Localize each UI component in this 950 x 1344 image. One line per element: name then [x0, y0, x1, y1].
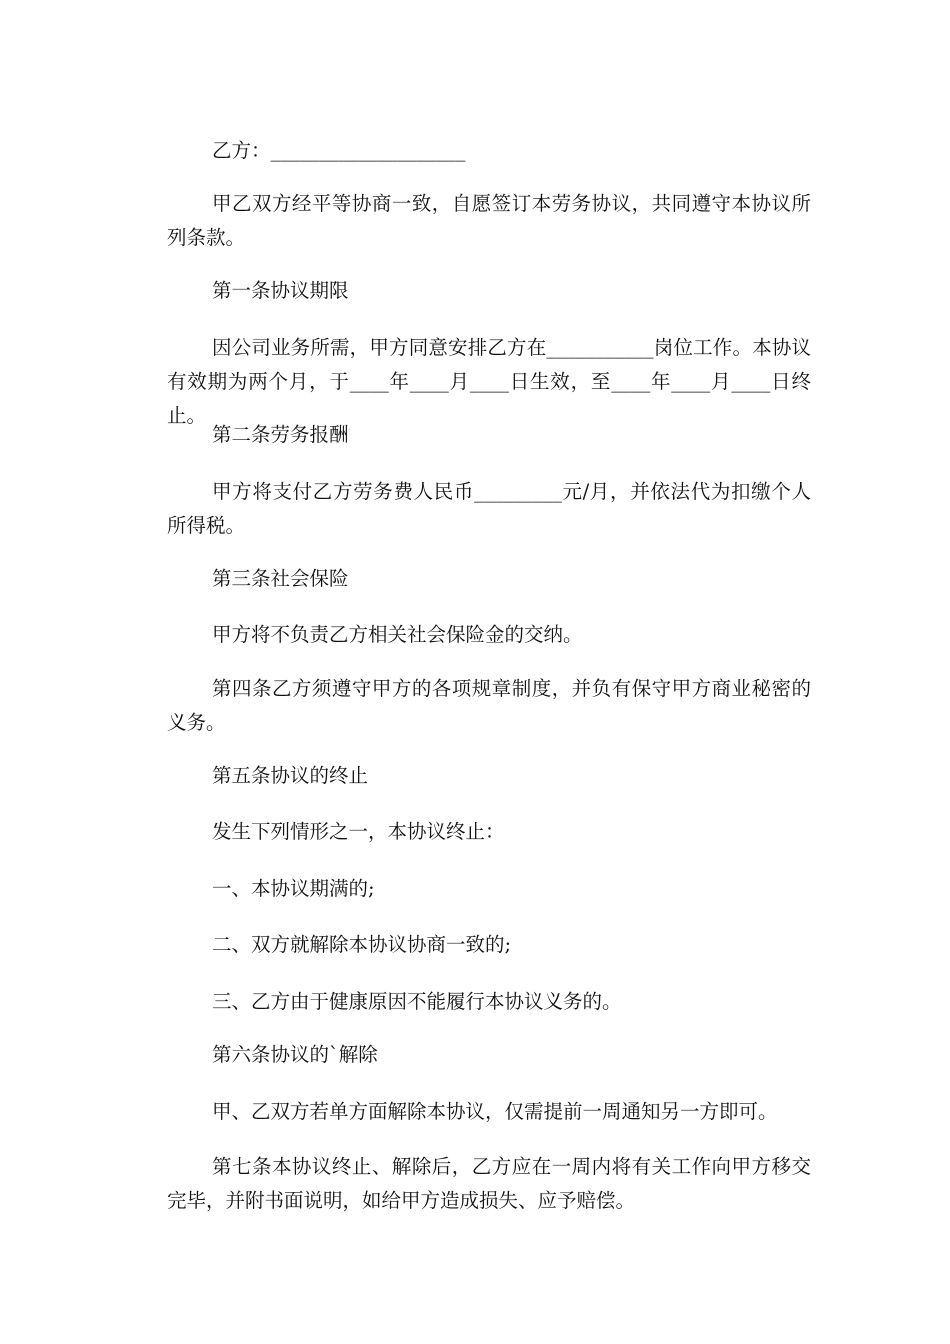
- termination-item-2: 二、双方就解除本协议协商一致的;: [212, 933, 512, 956]
- article-7-paragraph: 第七条本协议终止、解除后，乙方应在一周内将有关工作向甲方移交完毕，并附书面说明，如给甲方造成损失、应予赔偿。: [167, 1155, 811, 1212]
- article-5-intro: 发生下列情形之一，本协议终止：: [212, 820, 505, 843]
- article-1-body: 因公司业务所需，甲方同意安排乙方在___________岗位工作。本协议有效期为两个月，于____年____月____日生效，至____年____月____日终止。: [167, 336, 811, 427]
- article-2-heading: 第二条劳务报酬: [212, 423, 349, 446]
- article-6-body: 甲、乙双方若单方面解除本协议，仅需提前一周通知另一方即可。: [212, 1100, 778, 1123]
- article-3-body: 甲方将不负责乙方相关社会保险金的交纳。: [212, 623, 583, 646]
- preamble-paragraph: 甲乙双方经平等协商一致，自愿签订本劳务协议，共同遵守本协议所列条款。: [167, 192, 811, 249]
- termination-item-3: 三、乙方由于健康原因不能履行本协议义务的。: [212, 990, 622, 1013]
- article-1-heading: 第一条协议期限: [212, 279, 349, 302]
- party-b-line: 乙方：____________________: [212, 139, 466, 162]
- termination-item-1: 一、本协议期满的;: [212, 877, 375, 900]
- article-3-heading: 第三条社会保险: [212, 567, 349, 590]
- article-4-paragraph: 第四条乙方须遵守甲方的各项规章制度，并负有保守甲方商业秘密的义务。: [167, 677, 811, 734]
- article-5-heading: 第五条协议的终止: [212, 764, 369, 787]
- article-2-body: 甲方将支付乙方劳务费人民币_________元/月，并依法代为扣缴个人所得税。: [167, 480, 811, 537]
- article-6-heading: 第六条协议的`解除: [212, 1043, 378, 1066]
